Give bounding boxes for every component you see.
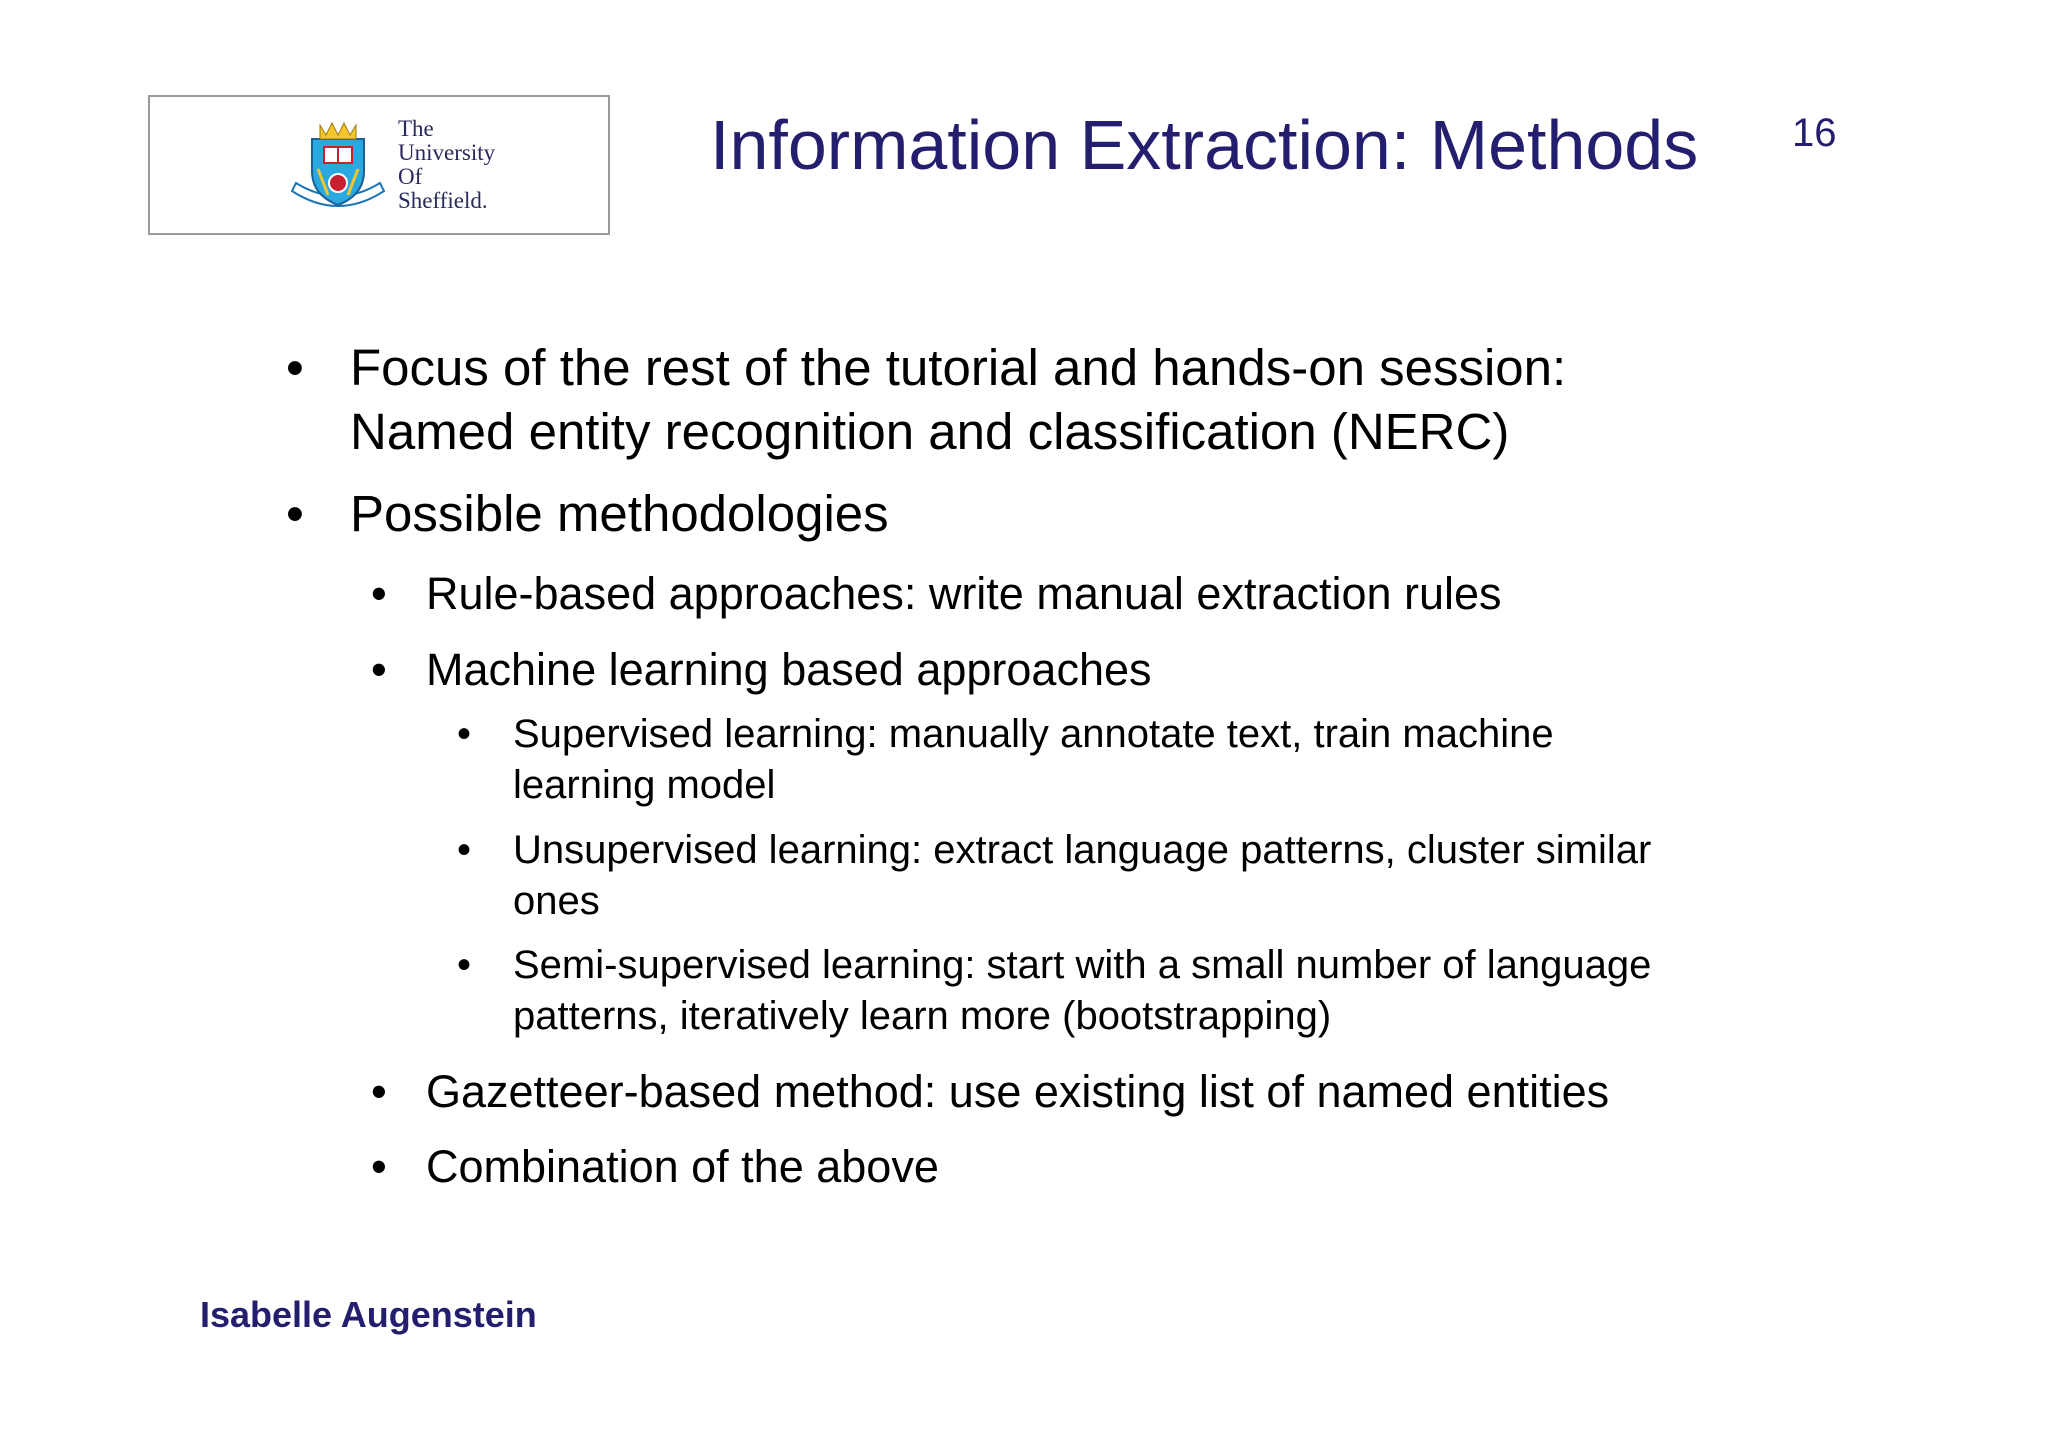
logo-text-line: Of (398, 164, 423, 189)
sub-sub-bullet-item (457, 940, 1652, 1042)
bullet-icon: • (457, 943, 472, 987)
bullet-icon: • (371, 644, 387, 695)
sub-bullet-item (371, 1139, 939, 1195)
bullet-text: Supervised learning: manually annotate text, train machine (513, 712, 1554, 756)
bullet-item (286, 482, 889, 546)
bullet-icon: • (371, 1141, 387, 1192)
bullet-text: patterns, iteratively learn more (bootstrapping) (513, 994, 1332, 1038)
slide-number: 16 (1792, 111, 1837, 155)
sub-bullet-item (371, 1064, 1610, 1120)
bullet-icon: • (457, 712, 472, 756)
sub-sub-bullet-item (457, 709, 1554, 811)
sub-bullet-item (371, 642, 1152, 698)
bullet-text: Unsupervised learning: extract language patterns, cluster similar (513, 828, 1652, 872)
sub-sub-bullet-item (457, 825, 1652, 927)
bullet-text: Machine learning based approaches (426, 644, 1152, 695)
sub-bullet-item (371, 566, 1502, 622)
bullet-text: Combination of the above (426, 1141, 939, 1192)
bullet-icon: • (371, 568, 387, 619)
bullet-text: learning model (513, 763, 776, 807)
bullet-icon: • (286, 339, 304, 396)
bullet-text: Rule-based approaches: write manual extraction rules (426, 568, 1502, 619)
bullet-text: Named entity recognition and classification (NERC) (350, 403, 1510, 460)
bullet-text: Semi-supervised learning: start with a small number of language (513, 943, 1652, 987)
logo-text-line: Sheffield. (398, 188, 488, 213)
bullet-text: Possible methodologies (350, 485, 889, 542)
bullet-text: ones (513, 879, 600, 923)
logo-text-line: The (398, 116, 434, 141)
author-name: Isabelle Augenstein (200, 1294, 537, 1335)
bullet-icon: • (457, 828, 472, 872)
bullet-icon: • (286, 485, 304, 542)
bullet-icon: • (371, 1066, 387, 1117)
bullet-item (286, 336, 1567, 464)
bullet-text: Gazetteer-based method: use existing list of named entities (426, 1066, 1610, 1117)
slide-title: Information Extraction: Methods (710, 106, 1699, 184)
logo-text-line: University (398, 140, 496, 165)
bullet-text: Focus of the rest of the tutorial and hands-on session: (350, 339, 1567, 396)
